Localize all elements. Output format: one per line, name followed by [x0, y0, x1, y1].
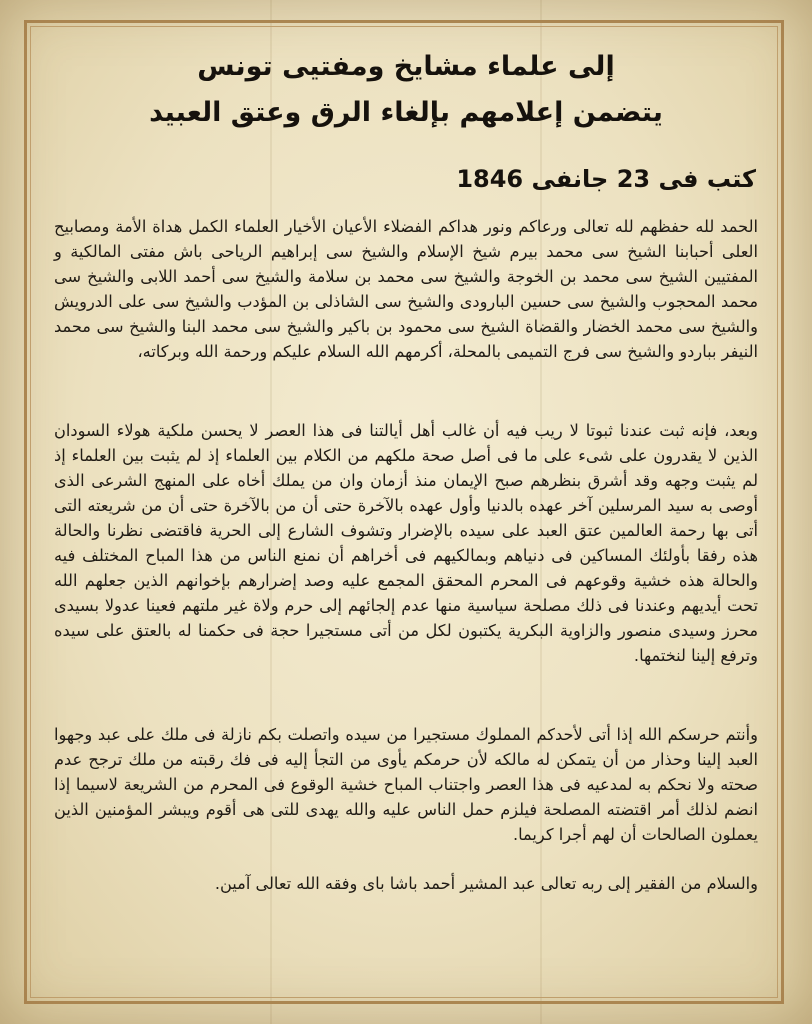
letter-paragraph-decree: وبعد، فإنه ثبت عندنا ثبوتا لا ريب فيه أن غالب أهل أيالتنا فى هذا العصر لا يحسن ملكية هولاء السودان الذين لا يقدرون على شىء على ما فى أصل صحة ملكهم من الكلام بين العلماء إذ لم يثبت بين العلماء إذ لم يثبت وجهه وقد أشرق بنظرهم صبح الإيمان منذ أزمان وان من يملك أخاه على المنهج الشرعى الذى أوصى به سيد المرسلين آخر عهده بالدنيا وأول عهده بالآخرة حتى أن من بالآخرة حتى أن من شريعته التى أتى بها رحمة العالمين عتق العبد على سيده بالإضرار وتشوف الشارع إلى الحرية فاقتضى نظرنا والحالة هذه رفقا بأولئك المساكين فى دنياهم وبمالكيهم فى أخراهم أن نمنع الناس من هذا المباح المختلف فيه والحالة هذه خشية وقوعهم فى المحرم المحقق المجمع عليه وصد إضرارهم بإخوانهم الذين جعلهم الله تحت أيديهم وعندنا فى ذلك مصلحة سياسية منها عدم إلجائهم إلى حرم ولاة غير ملتهم فعينا عدولا بسيدى محرز وسيدى منصور والزاوية البكرية يكتبون لكل من أتى مستجيرا حجة فى حكمنا له بالعتق على سيده وترفع إلينا لنختمها.: [54, 421, 758, 665]
letter-title-line-1: إلى علماء مشايخ ومفتيى تونس: [197, 51, 615, 82]
letter-signoff: والسلام من الفقير إلى ربه تعالى عبد المشير أحمد باشا باى وفقه الله تعالى آمين.: [214, 874, 758, 893]
letter-content: [50, 40, 762, 1000]
letter-paragraph-salutation: الحمد لله حفظهم لله تعالى ورعاكم ونور هداكم الفضلاء الأعيان الأخيار العلماء الكمل هداة الأمة ومصابيح العلى أحبابنا الشيخ سى محمد بيرم شيخ الإسلام والشيخ سى إبراهيم الرياحى باش مفتى المالكية و المفتيين الشيخ سى محمد بن الخوجة والشيخ سى محمد بن سلامة والشيخ سى أحمد اللابى والشيخ سى محمد المحجوب والشيخ سى حسين البارودى والشيخ سى الشاذلى بن المؤدب والشيخ سى على الدرويش والشيخ سى محمد الخضار والقضاة الشيخ سى محمود بن باكير والشيخ سى محمد البنا والشيخ سى محمد النيفر بباردو والشيخ سى فرج التميمى بالمحلة، أكرمهم الله السلام عليكم ورحمة الله وبركاته،: [54, 217, 758, 361]
letter-paragraph-instructions: وأنتم حرسكم الله إذا أتى لأحدكم المملوك مستجيرا من سيده واتصلت بكم نازلة فى ملك على عبد وجهوا العبد إلينا وحذار من أن يتمكن له مالكه لأن حرمكم يأوى من التجأ إليه فى فك رقبته من ملك ترجح عدم صحته ولا نحكم به لمدعيه فى هذا العصر واجتناب المباح خشية الوقوع فى المحرم من الشريعة لاسيما إذا انضم لذلك أمر اقتضته المصلحة فيلزم حمل الناس عليه والله يهدى للتى هى أقوم ويبشر المؤمنين الذين يعملون الصالحات أن لهم أجرا كريما.: [54, 725, 758, 844]
letter-title-line-2: يتضمن إعلامهم بإلغاء الرق وعتق العبيد: [149, 97, 663, 128]
letter-date: كتب فى 23 جانفى 1846: [456, 165, 756, 193]
letter-title-block: [50, 44, 762, 136]
